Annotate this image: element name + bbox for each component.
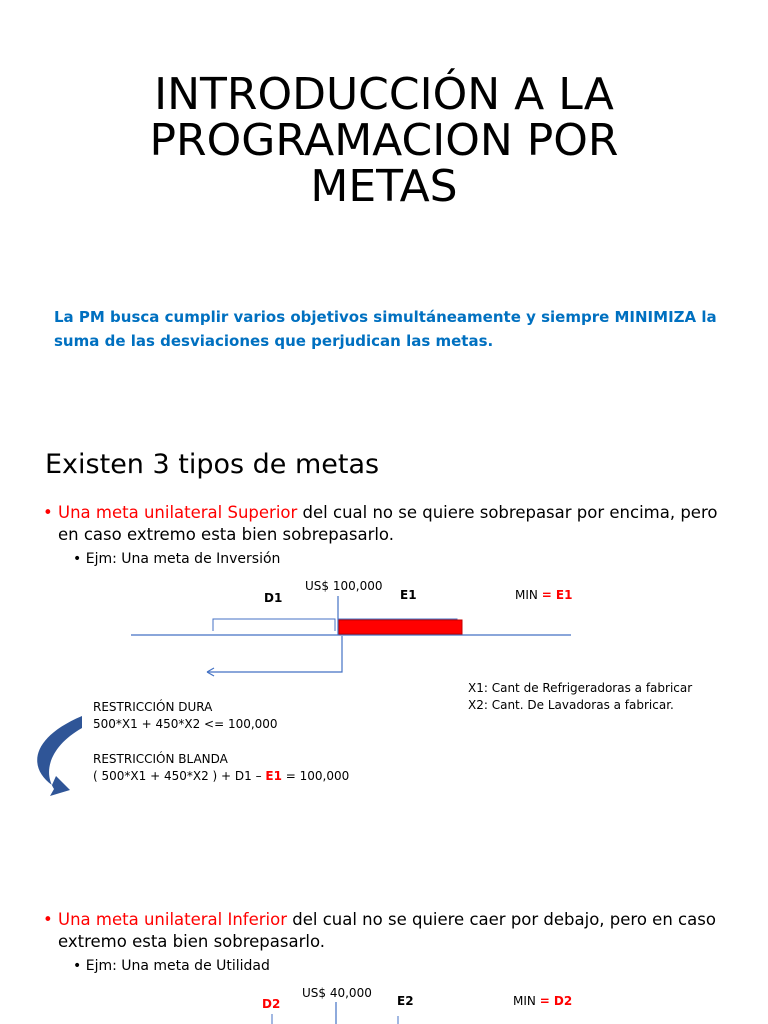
eq-e1: E1	[265, 769, 282, 783]
meta-superior-label: Una meta unilateral Superior	[58, 503, 298, 522]
intro-line-1: La PM busca cumplir varios objetivos simultáneamente y siempre MINIMIZA la	[54, 308, 717, 326]
meta-inferior-label: Una meta unilateral Inferior	[58, 910, 288, 929]
sub-bullet-dot: •	[73, 551, 82, 567]
title-line-2: PROGRAMACION POR	[149, 115, 619, 166]
variable-x2: X2: Cant. De Lavadoras a fabricar.	[468, 698, 674, 712]
example-inferior-text: Ejm: Una meta de Utilidad	[85, 958, 270, 974]
restriccion-dura-eq: 500*X1 + 450*X2 <= 100,000	[93, 717, 278, 731]
sub-bullet-dot-2: •	[73, 958, 82, 974]
bullet-dot-2: •	[43, 910, 53, 929]
example-superior-text: Ejm: Una meta de Inversión	[85, 551, 281, 567]
min-expression-inferior	[513, 993, 572, 1010]
variable-x1: X1: Cant de Refrigeradoras a fabricar	[468, 681, 693, 695]
title-line-1: INTRODUCCIÓN A LA	[154, 69, 614, 120]
meta-superior-text-line2: en caso extremo esta bien sobrepasarlo.	[58, 525, 394, 544]
eq-part-b: = 100,000	[281, 769, 350, 783]
min-prefix-2: MIN	[513, 994, 540, 1008]
section-heading: Existen 3 tipos de metas	[45, 449, 380, 480]
restriccion-blanda-title: RESTRICCIÓN BLANDA	[93, 752, 228, 766]
min-target: = E1	[541, 588, 573, 602]
goal-value-superior: US$ 100,000	[305, 579, 383, 593]
bullet-dot: •	[43, 503, 53, 522]
title-line-3: METAS	[310, 161, 458, 212]
e1-label: E1	[400, 588, 417, 602]
goal-value-inferior: US$ 40,000	[302, 986, 372, 1000]
d1-label: D1	[264, 591, 283, 605]
eq-part-a: ( 500*X1 + 450*X2 ) + D1 –	[93, 769, 266, 783]
min-target-2: = D2	[539, 994, 573, 1008]
meta-inferior-text: del cual no se quiere caer por debajo, pero en caso	[287, 910, 716, 929]
e2-label: E2	[397, 994, 414, 1008]
meta-superior-text: del cual no se quiere sobrepasar por encima, pero	[297, 503, 718, 522]
restriccion-dura-title: RESTRICCIÓN DURA	[93, 700, 213, 714]
meta-inferior-text-line2: extremo esta bien sobrepasarlo.	[58, 932, 326, 951]
intro-line-2: suma de las desviaciones que perjudican las metas.	[54, 332, 494, 350]
d2-label: D2	[262, 997, 281, 1011]
min-prefix: MIN	[515, 588, 542, 602]
